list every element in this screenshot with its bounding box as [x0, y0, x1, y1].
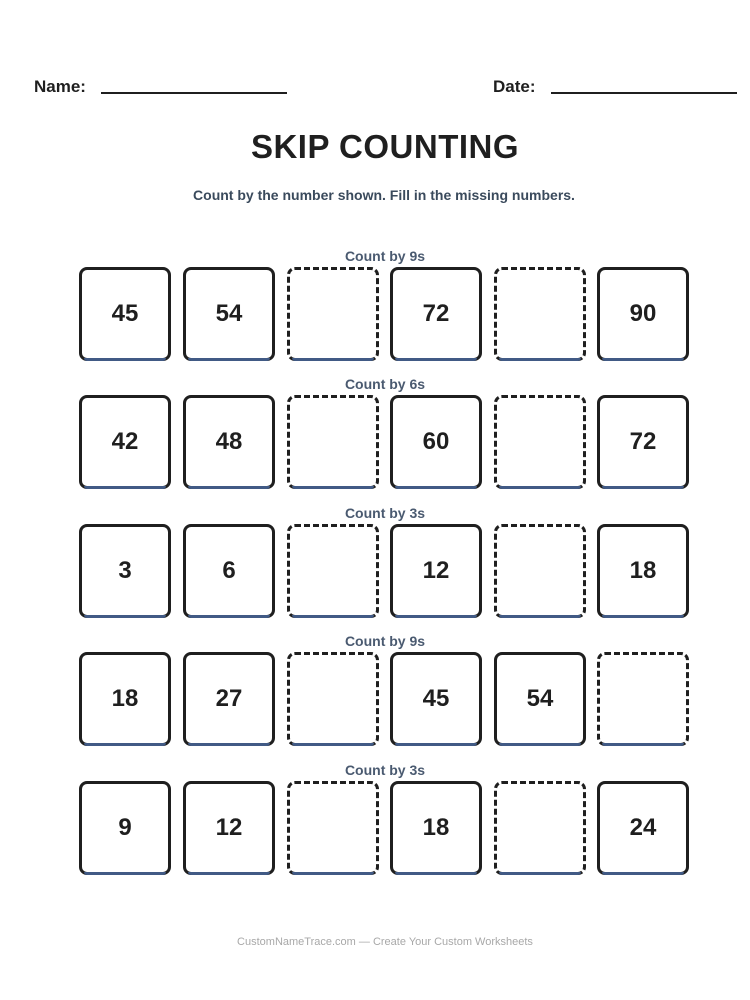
number-box: 18 — [79, 652, 171, 746]
number-box: 60 — [390, 395, 482, 489]
number-box: 27 — [183, 652, 275, 746]
problem-label: Count by 9s — [344, 248, 426, 264]
problem-label: Count by 3s — [344, 762, 426, 778]
date-line[interactable] — [551, 92, 737, 94]
number-box: 12 — [183, 781, 275, 875]
number-box: 6 — [183, 524, 275, 618]
blank-answer-box[interactable] — [287, 524, 379, 618]
number-box: 12 — [390, 524, 482, 618]
blank-answer-box[interactable] — [287, 395, 379, 489]
number-box: 54 — [494, 652, 586, 746]
header-row — [34, 76, 736, 98]
number-box: 90 — [597, 267, 689, 361]
number-boxes — [79, 652, 691, 748]
number-box: 45 — [79, 267, 171, 361]
blank-answer-box[interactable] — [287, 267, 379, 361]
name-line[interactable] — [101, 92, 287, 94]
blank-answer-box[interactable] — [494, 524, 586, 618]
number-box: 18 — [390, 781, 482, 875]
number-box: 24 — [597, 781, 689, 875]
number-box: 45 — [390, 652, 482, 746]
blank-answer-box[interactable] — [494, 781, 586, 875]
number-box: 18 — [597, 524, 689, 618]
number-box: 72 — [597, 395, 689, 489]
blank-answer-box[interactable] — [287, 781, 379, 875]
number-boxes — [79, 524, 691, 620]
blank-answer-box[interactable] — [494, 395, 586, 489]
number-box: 72 — [390, 267, 482, 361]
page-title: SKIP COUNTING — [250, 128, 520, 165]
number-boxes — [79, 395, 691, 491]
number-boxes — [79, 781, 691, 877]
date-label: Date: — [493, 77, 536, 96]
problem-label: Count by 6s — [344, 376, 426, 392]
blank-answer-box[interactable] — [287, 652, 379, 746]
number-box: 42 — [79, 395, 171, 489]
number-box: 3 — [79, 524, 171, 618]
footer: CustomNameTrace.com — Create Your Custom Worksheets — [237, 936, 533, 948]
instructions: Count by the number shown. Fill in the missing numbers. — [193, 187, 575, 203]
problem-label: Count by 3s — [344, 505, 426, 521]
name-label: Name: — [34, 77, 86, 96]
number-boxes — [79, 267, 691, 363]
blank-answer-box[interactable] — [494, 267, 586, 361]
number-box: 54 — [183, 267, 275, 361]
number-box: 48 — [183, 395, 275, 489]
blank-answer-box[interactable] — [597, 652, 689, 746]
problem-label: Count by 9s — [344, 633, 426, 649]
number-box: 9 — [79, 781, 171, 875]
